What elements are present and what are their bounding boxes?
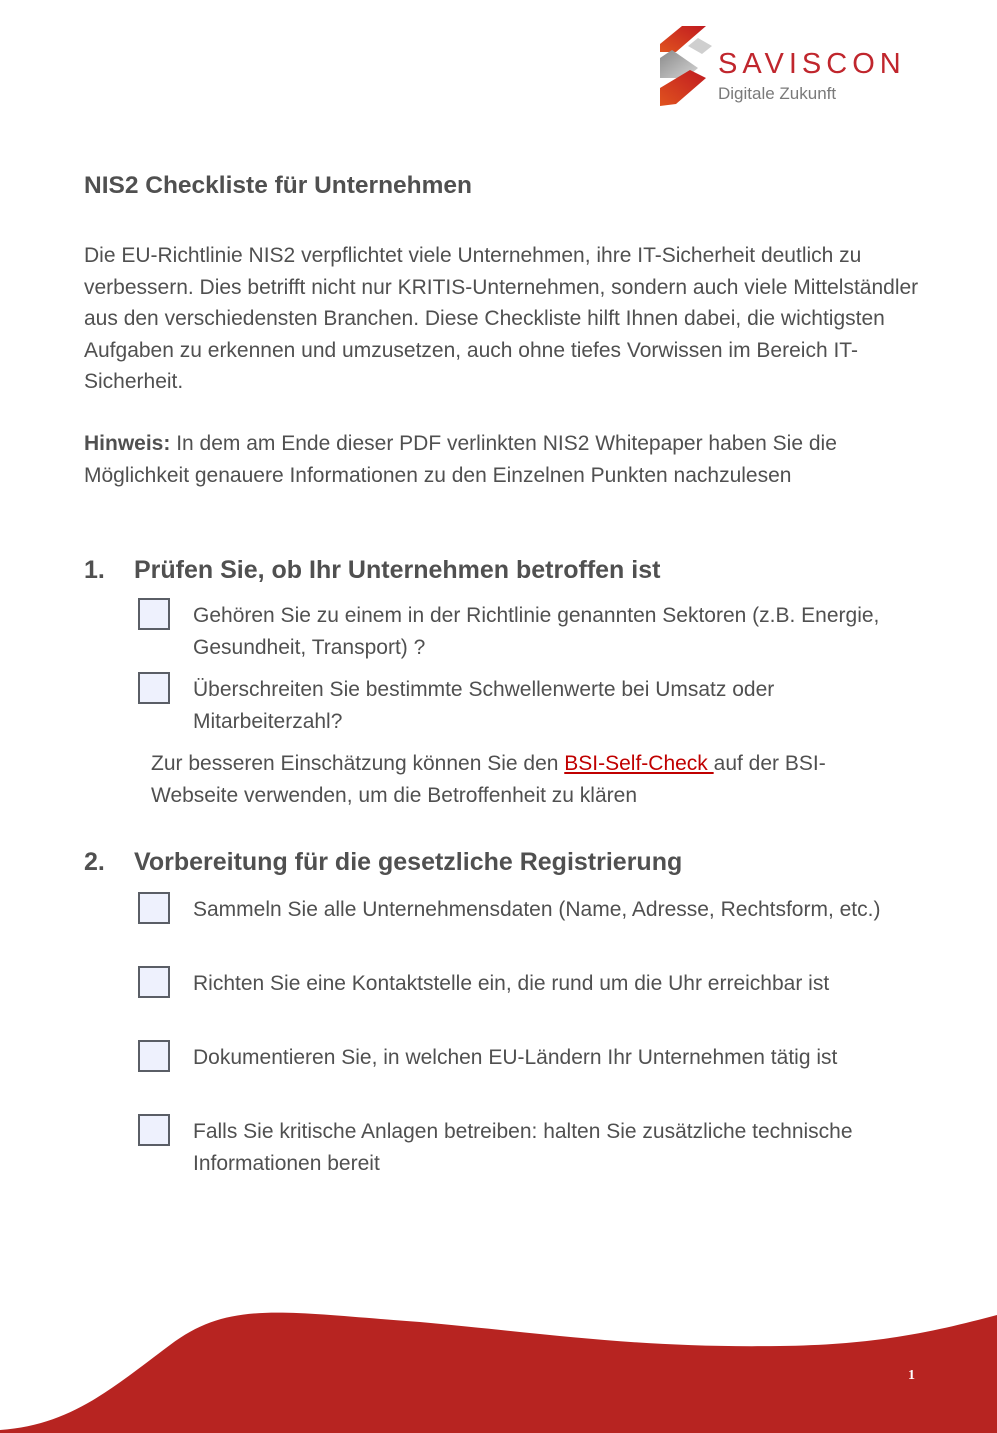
checklist-item: [138, 1042, 918, 1074]
checklist-item: [138, 968, 918, 1000]
hint-paragraph: [84, 428, 924, 491]
checkbox[interactable]: [138, 1114, 170, 1146]
checklist-item-text: Überschreiten Sie bestimmte Schwellenwerte bei Umsatz oder Mitarbeiterzahl?: [193, 678, 775, 733]
checklist-item-text: Falls Sie kritische Anlagen betreiben: halten Sie zusätzliche technische Informationen bereit: [193, 1120, 853, 1175]
checkbox[interactable]: [138, 966, 170, 998]
section-title: Prüfen Sie, ob Ihr Unternehmen betroffen ist: [134, 556, 661, 584]
page-title: NIS2 Checkliste für Unternehmen: [84, 172, 473, 199]
section-heading-1: [84, 556, 660, 585]
bsi-self-check-link[interactable]: BSI-Self-Check: [564, 752, 714, 775]
checklist-item-text: Richten Sie eine Kontaktstelle ein, die rund um die Uhr erreichbar ist: [193, 972, 830, 995]
saviscon-logo: [660, 26, 950, 111]
intro-paragraph: Die EU-Richtlinie NIS2 verpflichtet viele Unternehmen, ihre IT-Sicherheit deutlich zu verbessern. Dies betrifft nicht nur KRITIS-Unternehmen, sondern auch viele Mittelständler aus den verschiedensten Branchen. Diese Checkliste hilft Ihnen dabei, die wichtigsten Aufgaben zu erkennen und umzusetzen, auch ohne tiefes Vorwissen im Bereich IT-Sicherheit.: [84, 244, 919, 393]
checklist-item-text: Dokumentieren Sie, in welchen EU-Ländern Ihr Unternehmen tätig ist: [193, 1046, 838, 1069]
checklist-item: [138, 674, 918, 737]
section-title: Vorbereitung für die gesetzliche Registrierung: [134, 848, 683, 876]
checkbox[interactable]: [138, 892, 170, 924]
checklist-item-text: Sammeln Sie alle Unternehmensdaten (Name, Adresse, Rechtsform, etc.): [193, 898, 881, 921]
checklist-item-text: Gehören Sie zu einem in der Richtlinie genannten Sektoren (z.B. Energie, Gesundheit, Transport) ?: [193, 604, 880, 659]
footer-wave: [0, 1290, 997, 1433]
section-heading-2: [84, 848, 682, 877]
checklist-item: [138, 894, 918, 926]
logo-s-mark-icon: [660, 26, 714, 108]
note-text-before: Zur besseren Einschätzung können Sie den: [151, 752, 565, 775]
checklist-item: [138, 600, 918, 663]
logo-name: SAVISCON: [718, 48, 906, 80]
bsi-note: [151, 748, 911, 811]
checklist-item: [138, 1116, 918, 1179]
hint-label: Hinweis:: [84, 432, 171, 455]
note-text-after: auf der BSI-Webseite verwenden, um die Betroffenheit zu klären: [151, 752, 826, 807]
checkbox[interactable]: [138, 1040, 170, 1072]
logo-tagline: Digitale Zukunft: [718, 84, 837, 103]
hint-text: In dem am Ende dieser PDF verlinkten NIS2 Whitepaper haben Sie die Möglichkeit genauere Informationen zu den Einzelnen Punkten nachzulesen: [84, 432, 837, 487]
checkbox[interactable]: [138, 598, 170, 630]
section-number: 2.: [84, 848, 105, 876]
page-number: 1: [908, 1368, 915, 1383]
section-number: 1.: [84, 556, 105, 584]
checkbox[interactable]: [138, 672, 170, 704]
